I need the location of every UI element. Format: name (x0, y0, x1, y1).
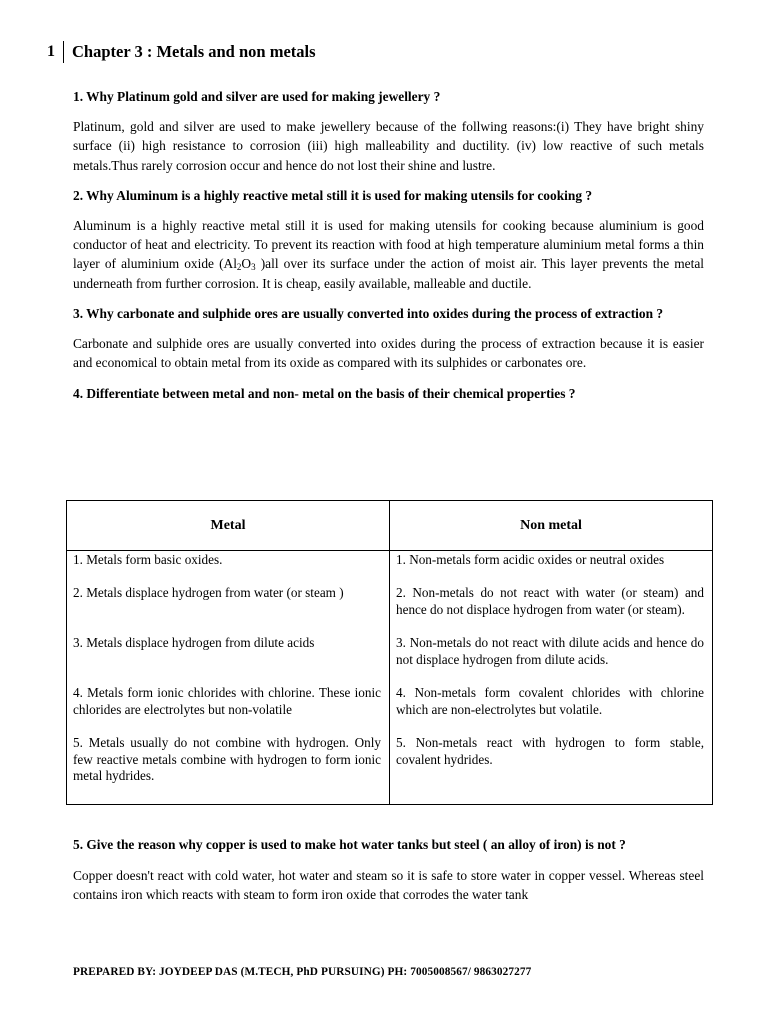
metal-property-2: 2. Metals displace hydrogen from water (or steam ) (73, 585, 344, 600)
answer-5: Copper doesn't react with cold water, hot water and steam so it is safe to store water in copper vessel. Whereas steel contains iron which reacts with steam to form iron oxide that corrodes the water tank (73, 868, 704, 903)
nonmetal-properties-cell (390, 551, 713, 805)
question-5: 5. Give the reason why copper is used to make hot water tanks but steel ( an alloy of iron) is not ? (73, 837, 626, 852)
column-header-metal: Metal (67, 501, 390, 551)
main-content (73, 87, 704, 417)
subscript-3: 3 (251, 262, 256, 273)
answer-2-part-2: O (241, 256, 252, 272)
comparison-table (66, 500, 713, 805)
metal-properties-cell (67, 551, 390, 805)
nonmetal-property-3: 3. Non-metals do not react with dilute acids and hence do not displace hydrogen from dilute acids. (396, 635, 704, 667)
answer-2-part-3: )all over its surface under the action of moist air. This layer prevents the metal underneath from further corrosion. It is cheap, easily available, malleable and ductile. (73, 256, 704, 291)
metal-property-4: 4. Metals form ionic chlorides with chlorine. These ionic chlorides are electrolytes but non-volatile (73, 685, 381, 717)
metal-property-1: 1. Metals form basic oxides. (73, 552, 223, 567)
column-header-nonmetal: Non metal (390, 501, 713, 551)
metal-property-5: 5. Metals usually do not combine with hydrogen. Only few reactive metals combine with hydrogen to form ionic metal hydrides. (73, 735, 381, 783)
main-content-continued (73, 834, 704, 915)
answer-2-part-1: Aluminum is a highly reactive metal still it is used for making utensils for cooking because aluminium is good conductor of heat and electricity. To prevent its reaction with food at high temperature aluminium metal forms a thin layer of aluminium oxide (Al (73, 217, 704, 272)
nonmetal-property-2: 2. Non-metals do not react with water (or steam) and hence do not displace hydrogen from water (or steam). (396, 585, 704, 617)
answer-3: Carbonate and sulphide ores are usually converted into oxides during the process of extraction because it is easier and economical to obtain metal from its oxide as compared with its sulphides or carbonates ore. (73, 336, 704, 371)
subscript-2: 2 (236, 262, 242, 273)
table-row (67, 551, 713, 805)
table-header-row (67, 501, 713, 551)
question-1: 1. Why Platinum gold and silver are used for making jewellery ? (73, 89, 441, 104)
question-3: 3. Why carbonate and sulphide ores are usually converted into oxides during the process of extraction ? (73, 306, 664, 322)
chapter-title: Chapter 3 : Metals and non metals (72, 42, 316, 62)
page-header (47, 41, 316, 63)
answer-2 (73, 216, 704, 293)
page-number: 1 (47, 43, 55, 61)
nonmetal-property-1: 1. Non-metals form acidic oxides or neutral oxides (396, 552, 665, 567)
nonmetal-property-4: 4. Non-metals form covalent chlorides with chlorine which are non-electrolytes but volatile. (396, 685, 704, 717)
header-divider (63, 41, 64, 63)
answer-1: Platinum, gold and silver are used to make jewellery because of the follwing reasons:(i) They have bright shiny surface (ii) high resistance to corrosion (iii) high malleability and ductility. (iv) low reactive of such metals metals.Thus rarely corrosion occur and hence do not lost their shine and lustre. (73, 119, 704, 173)
page-footer: PREPARED BY: JOYDEEP DAS (M.TECH, PhD PURSUING) PH: 7005008567/ 9863027277 (73, 966, 532, 978)
question-4: 4. Differentiate between metal and non- metal on the basis of their chemical properties ? (73, 385, 576, 401)
metal-property-3: 3. Metals displace hydrogen from dilute acids (73, 635, 315, 650)
question-2: 2. Why Aluminum is a highly reactive metal still it is used for making utensils for cooking ? (73, 187, 593, 203)
nonmetal-property-5: 5. Non-metals react with hydrogen to form stable, covalent hydrides. (396, 735, 704, 767)
